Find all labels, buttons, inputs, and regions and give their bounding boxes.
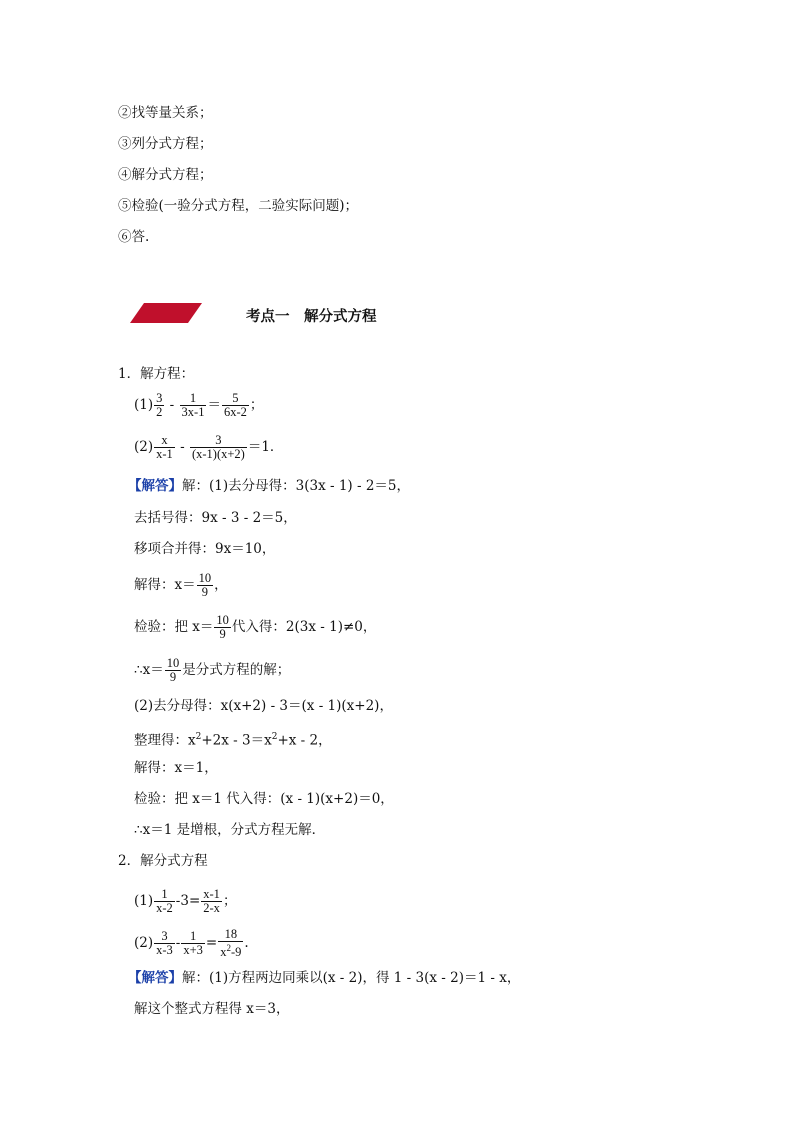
denominator: 6x-2 (223, 405, 247, 419)
fraction (197, 572, 214, 599)
answer-text: 解得：x＝ (134, 577, 196, 593)
numerator: 5 (232, 391, 239, 405)
denominator: 9 (165, 670, 182, 684)
q1-answer-line-10: 检验：把 x＝1 代入得：(x - 1)(x+2)＝0， (134, 791, 394, 807)
operator: - (175, 935, 181, 952)
q1-answer-line-6 (134, 657, 290, 684)
punct: . (244, 935, 249, 952)
q1-problem-1 (134, 392, 263, 419)
step-5: ⑤检验(一验分式方程，二验实际问题)； (118, 198, 359, 214)
operator: ＝ (207, 397, 221, 413)
denominator: x-2 (156, 901, 173, 915)
q1-answer-line-7: (2)去分母得：x(x+2) - 3＝(x - 1)(x+2)， (134, 698, 393, 714)
denominator: 3x-1 (181, 405, 205, 419)
numerator: 1 (161, 887, 168, 901)
answer-tag: 【解答】 (128, 970, 182, 986)
fraction (218, 928, 243, 959)
denominator: 2-x (203, 901, 220, 915)
fraction (214, 614, 231, 641)
numerator: 3 (161, 929, 168, 944)
denominator: x+3 (183, 943, 203, 958)
numerator: 1 (190, 929, 197, 944)
problem-number: (2) (134, 935, 154, 952)
numerator: x-1 (203, 887, 220, 901)
answer-text: 解：(1)方程两边同乘以(x - 2)，得 1 - 3(x - 2)＝1 - x， (182, 970, 521, 986)
q1-title: 1．解方程： (118, 366, 195, 382)
answer-text: 是分式方程的解； (182, 662, 291, 678)
punct: ； (222, 893, 237, 909)
fraction (154, 434, 175, 461)
numerator: 18 (224, 927, 238, 941)
answer-text: 检验：把 x＝ (134, 619, 214, 635)
problem-number: (1) (134, 397, 154, 413)
q1-answer-line-2: 去括号得：9x - 3 - 2＝5， (134, 510, 297, 526)
q1-answer-line-5 (134, 614, 376, 641)
fraction (222, 392, 249, 419)
answer-text: ∴x＝ (134, 662, 164, 678)
problem-number: (1) (134, 893, 154, 909)
answer-text: 解：(1)去分母得：3(3x - 1) - 2＝5， (182, 478, 411, 494)
operator: = (205, 935, 218, 952)
q1-answer-line-4 (134, 572, 228, 599)
denominator-part: x (220, 945, 227, 960)
q2-title: 2．解分式方程 (118, 853, 208, 869)
q2-answer-line-1 (128, 970, 520, 986)
fraction (154, 888, 175, 915)
q1-problem-2 (134, 434, 283, 461)
q2-answer-line-2: 解这个整式方程得 x＝3， (134, 1001, 290, 1017)
numerator: x (161, 433, 168, 447)
answer-text: 整理得：x (134, 732, 196, 749)
step-4: ④解分式方程； (118, 167, 213, 183)
punct: ＝1． (247, 439, 284, 455)
section-title: 考点一 解分式方程 (246, 309, 377, 325)
fraction (154, 392, 164, 419)
superscript: 2 (271, 732, 278, 742)
numerator: 10 (216, 613, 229, 627)
denominator: x-1 (156, 447, 173, 461)
numerator: 10 (198, 571, 212, 585)
q1-answer-line-11: ∴x＝1 是增根，分式方程无解． (134, 822, 326, 838)
q2-problem-2 (134, 928, 249, 959)
step-6: ⑥答. (118, 229, 150, 245)
answer-text: +x - 2， (277, 732, 332, 749)
denominator: 2 (156, 405, 163, 419)
operator: - (165, 397, 179, 413)
q1-answer-line-1 (128, 478, 410, 494)
step-2: ②找等量关系； (118, 105, 213, 121)
numerator: 3 (156, 391, 163, 405)
numerator: 1 (189, 391, 197, 405)
operator: -3= (175, 893, 201, 909)
fraction (165, 657, 182, 684)
q1-answer-line-8 (134, 729, 332, 749)
step-3: ③列分式方程； (118, 136, 213, 152)
numerator: 10 (166, 656, 180, 670)
fraction (190, 434, 247, 461)
punct: ； (249, 397, 264, 413)
denominator-part: -9 (230, 945, 242, 960)
fraction (181, 930, 205, 957)
answer-text: 代入得：2(3x - 1)≠0， (231, 619, 377, 635)
fraction (154, 930, 175, 957)
answer-tag: 【解答】 (128, 478, 182, 494)
denominator: (x-1)(x+2) (191, 447, 245, 461)
q1-answer-line-9: 解得：x＝1， (134, 760, 218, 776)
problem-number: (2) (134, 439, 154, 455)
denominator: x-3 (156, 943, 173, 958)
operator: - (175, 439, 189, 455)
superscript: 2 (226, 943, 231, 953)
q1-answer-line-3: 移项合并得：9x＝10， (134, 541, 276, 557)
superscript: 2 (195, 732, 202, 742)
section-banner-shape (130, 303, 202, 323)
denominator (218, 941, 243, 959)
denominator: 9 (214, 627, 231, 641)
answer-text: +2x - 3＝x (201, 732, 272, 749)
numerator: 3 (215, 433, 222, 447)
fraction (201, 888, 222, 915)
q2-problem-1 (134, 888, 236, 915)
denominator: 9 (197, 585, 214, 599)
answer-text: ， (214, 577, 228, 593)
fraction (180, 392, 207, 419)
